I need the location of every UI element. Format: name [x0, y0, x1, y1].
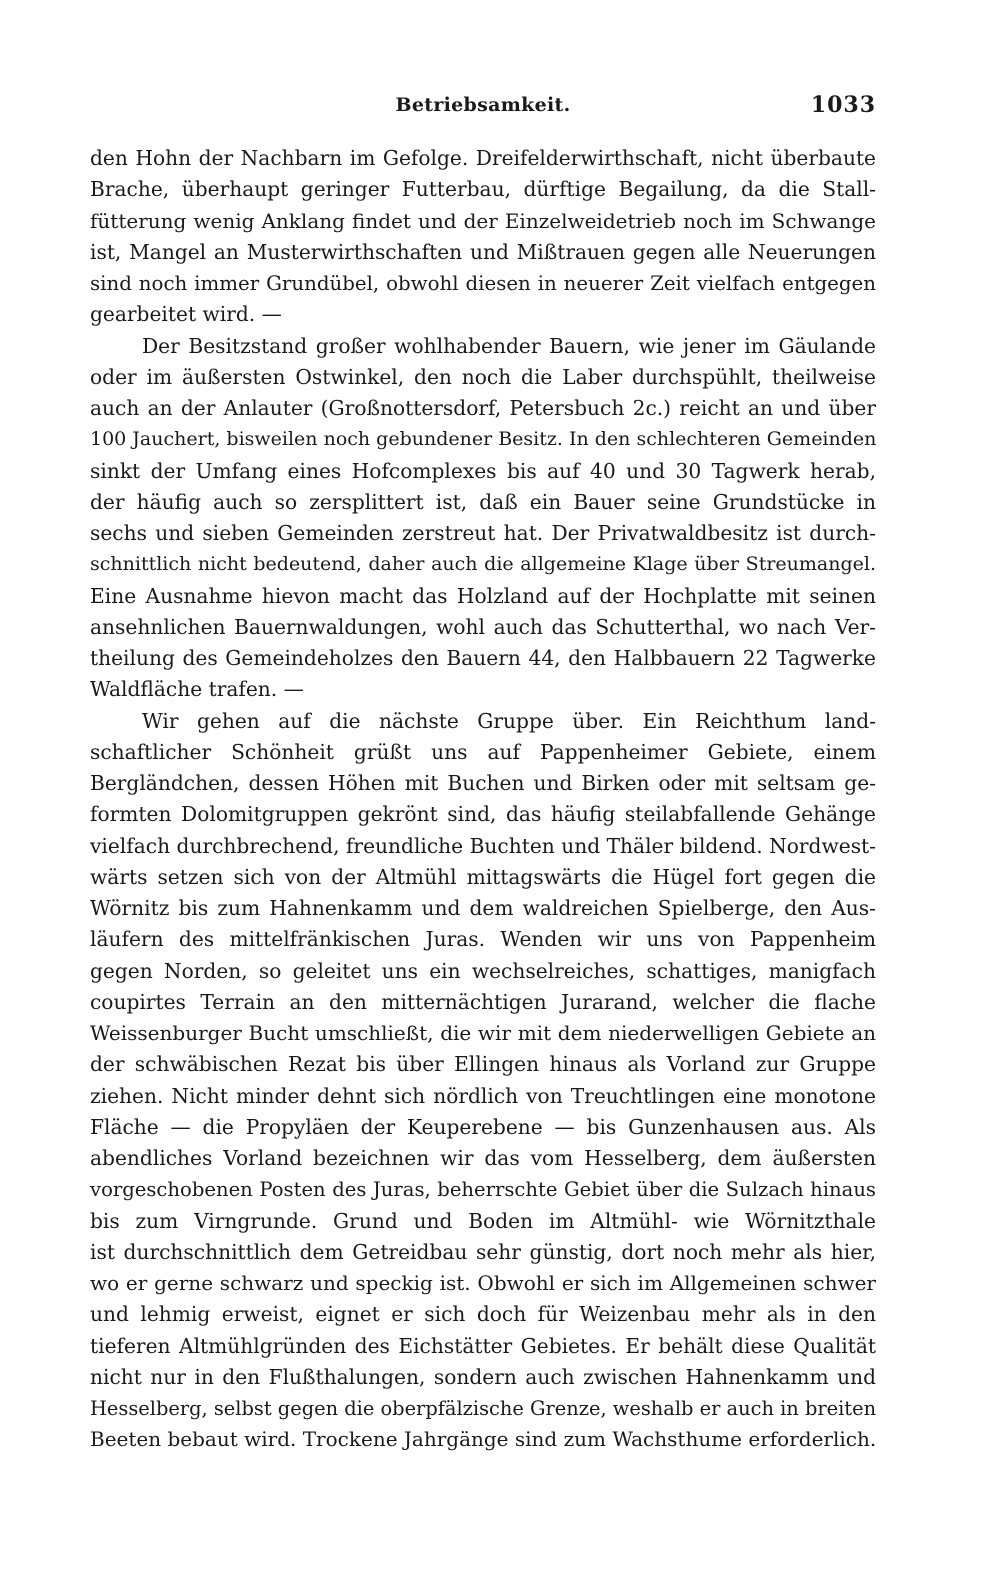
text-line: abendliches Vorland bezeichnen wir das vom Hesselberg, dem äußersten: [90, 1146, 876, 1170]
running-title: Betriebsamkeit.: [395, 94, 571, 116]
text-line: tieferen Altmühlgründen des Eichstätter Gebietes. Er behält diese Qualität: [90, 1333, 876, 1358]
text-line: wo er gerne schwarz und speckig ist. Obwohl er sich im Allgemeinen schwer: [90, 1271, 876, 1295]
text-line: formten Dolomitgruppen gekrönt sind, das häufig steilabfallende Gehänge: [90, 802, 876, 827]
text-line: der schwäbischen Rezat bis über Ellingen hinaus als Vorland zur Gruppe: [90, 1052, 876, 1077]
text-line: Hesselberg, selbst gegen die oberpfälzische Grenze, weshalb er auch in breiten: [90, 1397, 876, 1420]
running-head: [90, 92, 876, 124]
text-line: schaftlicher Schönheit grüßt uns auf Pappenheimer Gebiete, einem: [90, 739, 876, 764]
text-line: ansehnlichen Bauernwaldungen, wohl auch das Schutterthal, wo nach Ver-: [90, 614, 876, 639]
body-text: [90, 143, 876, 1456]
text-line: Waldfläche trafen. —: [90, 677, 304, 702]
text-line: schnittlich nicht bedeutend, daher auch die allgemeine Klage über Streumangel.: [90, 553, 876, 576]
text-line: bis zum Virngrunde. Grund und Boden im Altmühl- wie Wörnitzthale: [90, 1208, 876, 1233]
text-line: ist, Mangel an Musterwirthschaften und Mißtrauen gegen alle Neuerungen: [90, 239, 876, 264]
text-line: Beeten bebaut wird. Trockene Jahrgänge sind zum Wachsthume erforderlich.: [90, 1427, 876, 1452]
text-line: Der Besitzstand großer wohlhabender Bauern, wie jener im Gäulande: [142, 333, 876, 358]
text-line: Weissenburger Bucht umschließt, die wir mit dem niederwelligen Gebiete an: [90, 1021, 876, 1045]
text-line: Eine Ausnahme hievon macht das Holzland auf der Hochplatte mit seinen: [90, 583, 876, 608]
text-line: ist durchschnittlich dem Getreidbau sehr günstig, dort noch mehr als hier,: [90, 1239, 876, 1264]
text-line: und lehmig erweist, eignet er sich doch für Weizenbau mehr als in den: [90, 1302, 876, 1327]
text-line: fütterung wenig Anklang findet und der Einzelweidetrieb noch im Schwange: [90, 208, 876, 233]
page-number: 1033: [810, 92, 876, 118]
text-line: Wir gehen auf die nächste Gruppe über. Ein Reichthum land-: [142, 708, 876, 733]
text-line: läufern des mittelfränkischen Juras. Wenden wir uns von Pappenheim: [90, 927, 876, 952]
text-line: Fläche — die Propyläen der Keuperebene — bis Gunzenhausen aus. Als: [90, 1114, 876, 1139]
text-line: der häufig auch so zersplittert ist, daß ein Bauer seine Grundstücke in: [90, 489, 876, 514]
text-line: gearbeitet wird. —: [90, 302, 282, 327]
text-line: Wörnitz bis zum Hahnenkamm und dem waldreichen Spielberge, den Aus-: [90, 896, 876, 920]
text-line: ziehen. Nicht minder dehnt sich nördlich von Treuchtlingen eine monotone: [90, 1083, 876, 1108]
text-line: sechs und sieben Gemeinden zerstreut hat. Der Privatwaldbesitz ist durch-: [90, 521, 876, 545]
text-line: coupirtes Terrain an den mitternächtigen Jurarand, welcher die flache: [90, 989, 876, 1014]
text-line: gegen Norden, so geleitet uns ein wechselreiches, schattiges, manigfach: [90, 958, 876, 983]
text-line: den Hohn der Nachbarn im Gefolge. Dreifelderwirthschaft, nicht überbaute: [90, 146, 876, 170]
text-line: nicht nur in den Flußthalungen, sondern auch zwischen Hahnenkamm und: [90, 1364, 876, 1389]
text-line: wärts setzen sich von der Altmühl mittagswärts die Hügel fort gegen die: [90, 864, 876, 889]
text-line: sind noch immer Grundübel, obwohl diesen in neuerer Zeit vielfach entgegen: [90, 272, 876, 295]
text-line: Brache, überhaupt geringer Futterbau, dürftige Begailung, da die Stall-: [90, 177, 876, 202]
text-line: Bergländchen, dessen Höhen mit Buchen und Birken oder mit seltsam ge-: [90, 771, 876, 795]
text-line: 100 Jauchert, bisweilen noch gebundener Besitz. In den schlechteren Gemeinden: [90, 428, 876, 451]
text-line: vielfach durchbrechend, freundliche Buchten und Thäler bildend. Nordwest-: [90, 833, 876, 858]
text-line: oder im äußersten Ostwinkel, den noch die Laber durchspühlt, theilweise: [90, 364, 876, 389]
text-line: theilung des Gemeindeholzes den Bauern 44, den Halbbauern 22 Tagwerke: [90, 646, 876, 670]
text-line: sinkt der Umfang eines Hofcomplexes bis auf 40 und 30 Tagwerk herab,: [90, 458, 876, 483]
text-line: auch an der Anlauter (Großnottersdorf, Petersbuch 2c.) reicht an und über: [90, 396, 876, 420]
text-line: vorgeschobenen Posten des Juras, beherrschte Gebiet über die Sulzach hinaus: [90, 1178, 876, 1202]
